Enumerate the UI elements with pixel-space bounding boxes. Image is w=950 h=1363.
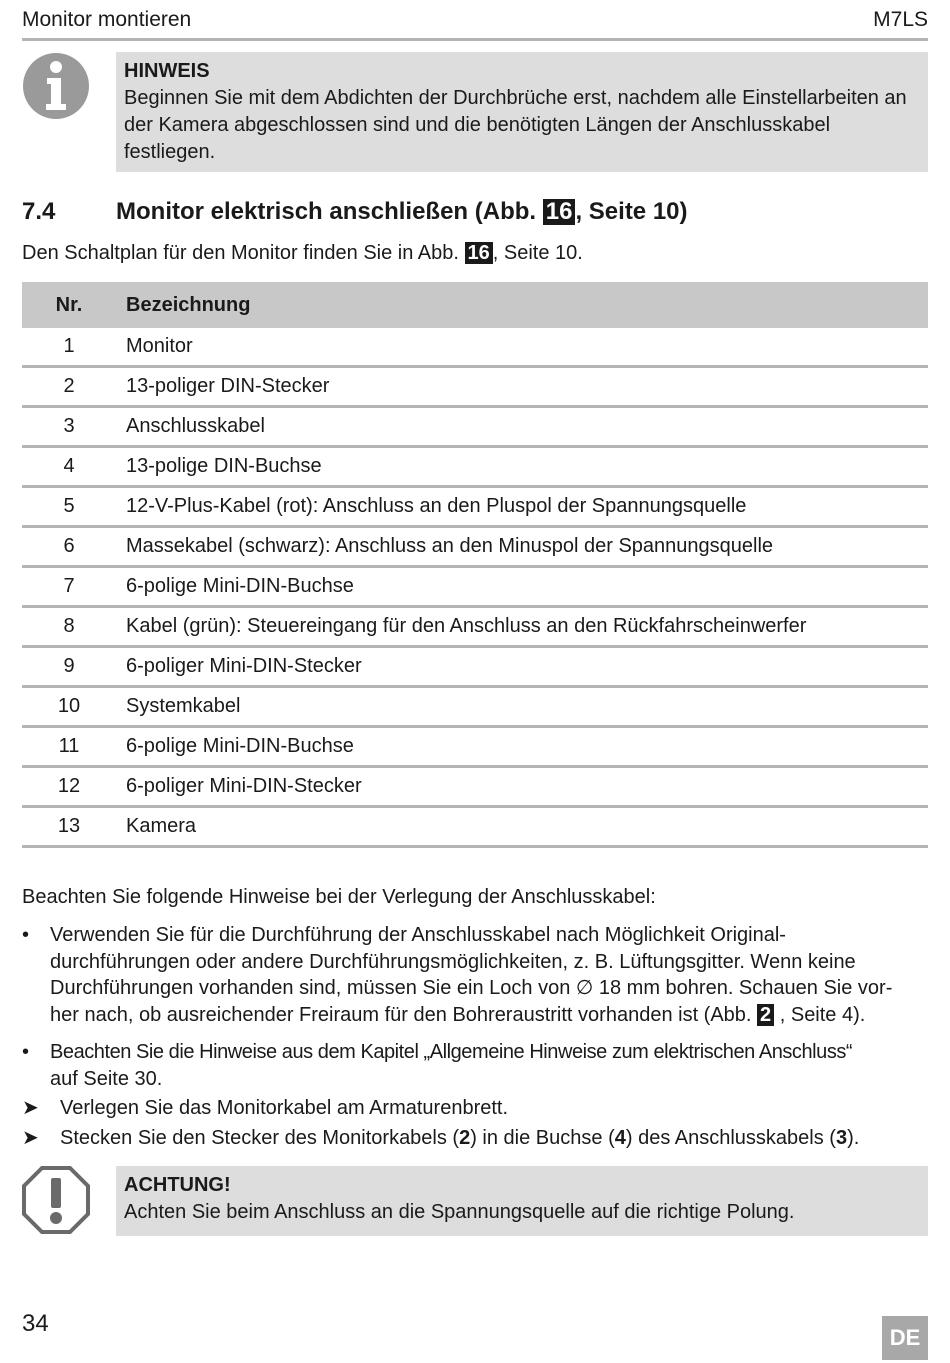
bullet-item [22,1039,928,1095]
bullet-line: Durchführungen vorhanden sind, müssen Sie ein Loch von ∅ 18 mm bohren. Schauen Sie vor- [50,977,893,999]
section-number: 7.4 [22,198,56,225]
row-number: 7 [22,567,116,607]
column-header-nr: Nr. [22,282,116,328]
parts-table [22,282,928,848]
row-description: 6-polige Mini-DIN-Buchse [116,727,928,767]
notice-achtung [22,1166,928,1236]
table-header-row [22,282,928,328]
table-row [22,407,928,447]
part-number: 2 [459,1127,471,1149]
row-description: 6-polige Mini-DIN-Buchse [116,567,928,607]
step-item [22,1095,928,1123]
intro-text: Den Schaltplan für den Monitor finden Sie in Abb. [22,242,459,264]
row-number: 11 [22,727,116,767]
row-number: 12 [22,767,116,807]
step-text-part: ) des Anschlusskabels ( [625,1127,836,1149]
row-number: 9 [22,647,116,687]
row-number: 3 [22,407,116,447]
row-number: 6 [22,527,116,567]
bullet-line: Verwenden Sie für die Durchführung der Anschlusskabel nach Möglichkeit Original- [50,924,786,946]
bullet-icon: • [22,924,30,946]
row-description: Kamera [116,807,928,847]
part-number: 4 [614,1127,626,1149]
header-model: M7LS [873,8,928,31]
page-header [22,8,928,38]
figure-reference-badge: 2 [757,1004,774,1026]
bullet-item [22,922,928,1032]
intro-paragraph [22,242,928,265]
step-text: Verlegen Sie das Monitorkabel am Armaturenbrett. [60,1097,509,1119]
column-header-bezeichnung: Bezeichnung [116,282,928,328]
intro-page-ref: , Seite 10. [492,242,583,264]
table-row [22,527,928,567]
step-text [60,1125,928,1152]
notice-hinweis-box [116,52,928,172]
bullet-icon: • [22,1041,30,1063]
warning-icon [22,1166,90,1234]
info-icon [22,52,90,120]
section-title-page: , Seite 10) [575,198,688,225]
notice-achtung-text: Achten Sie beim Anschluss an die Spannungsquelle auf die richtige Polung. [124,1201,795,1223]
notice-achtung-box [116,1166,928,1236]
bullet-line: durchführungen oder andere Durchführungsmöglichkeiten, z. B. Lüftungsgitter. Wenn keine [50,950,856,973]
table-row [22,647,928,687]
row-description: Anschlusskabel [116,407,928,447]
row-number: 2 [22,367,116,407]
table-row [22,487,928,527]
row-number: 8 [22,607,116,647]
row-description: 13-poliger DIN-Stecker [116,367,928,407]
bullet-line [50,1002,928,1029]
notice-hinweis-text: Beginnen Sie mit dem Abdichten der Durchbrüche erst, nachdem alle Einstellarbeiten an der Kamera abgeschlossen sind und die benötigten Längen der Anschlusskabel festliegen. [124,87,907,163]
row-description: 12-V-Plus-Kabel (rot): Anschluss an den Pluspol der Spannungsquelle [116,487,928,527]
step-text-part: ). [847,1127,860,1149]
section-title-text: Monitor elektrisch anschließen (Abb. [116,198,537,225]
bullet-line: Beachten Sie die Hinweise aus dem Kapitel „Allgemeine Hinweise zum elektrischen Anschluss“ [50,1041,853,1063]
page-number: 34 [22,1310,49,1337]
step-item [22,1125,928,1153]
notes-intro: Beachten Sie folgende Hinweise bei der Verlegung der Anschlusskabel: [22,886,656,908]
row-description: Kabel (grün): Steuereingang für den Anschluss an den Rückfahrscheinwerfer [116,607,928,647]
row-description: Massekabel (schwarz): Anschluss an den Minuspol der Spannungsquelle [116,527,928,567]
row-number: 5 [22,487,116,527]
notice-hinweis [22,52,928,172]
row-description: 6-poliger Mini-DIN-Stecker [116,767,928,807]
figure-reference-badge: 16 [543,199,576,225]
table-row [22,328,928,367]
bullet-page-ref: , Seite 4). [779,1003,866,1026]
row-number: 13 [22,807,116,847]
bullet-line-text: her nach, ob ausreichender Freiraum für den Bohreraustritt vorhanden ist (Abb. [50,1003,752,1026]
header-divider [22,38,928,41]
bullet-text [50,1039,928,1092]
row-number: 1 [22,328,116,367]
row-description: Systemkabel [116,687,928,727]
bullet-line: auf Seite 30. [50,1067,163,1090]
table-row [22,607,928,647]
arrow-icon: ➤ [22,1127,39,1149]
step-text-part: ) in die Buchse ( [470,1127,615,1149]
row-description: 13-polige DIN-Buchse [116,447,928,487]
notice-hinweis-title: HINWEIS [124,60,210,82]
step-text-part: Stecken Sie den Stecker des Monitorkabels ( [60,1127,460,1149]
bullet-text [50,922,928,1028]
row-number: 10 [22,687,116,727]
arrow-icon: ➤ [22,1097,39,1119]
notice-achtung-title: ACHTUNG! [124,1174,231,1196]
header-chapter: Monitor montieren [22,8,192,31]
table-row [22,687,928,727]
row-description: Monitor [116,328,928,367]
row-number: 4 [22,447,116,487]
table-row [22,447,928,487]
table-row [22,807,928,847]
language-tab: DE [882,1316,928,1360]
table-row [22,727,928,767]
table-row [22,367,928,407]
figure-reference-badge: 16 [465,242,493,264]
table-row [22,567,928,607]
section-heading [22,198,928,230]
row-description: 6-poliger Mini-DIN-Stecker [116,647,928,687]
part-number: 3 [835,1127,848,1149]
section-title [116,198,688,226]
table-row [22,767,928,807]
